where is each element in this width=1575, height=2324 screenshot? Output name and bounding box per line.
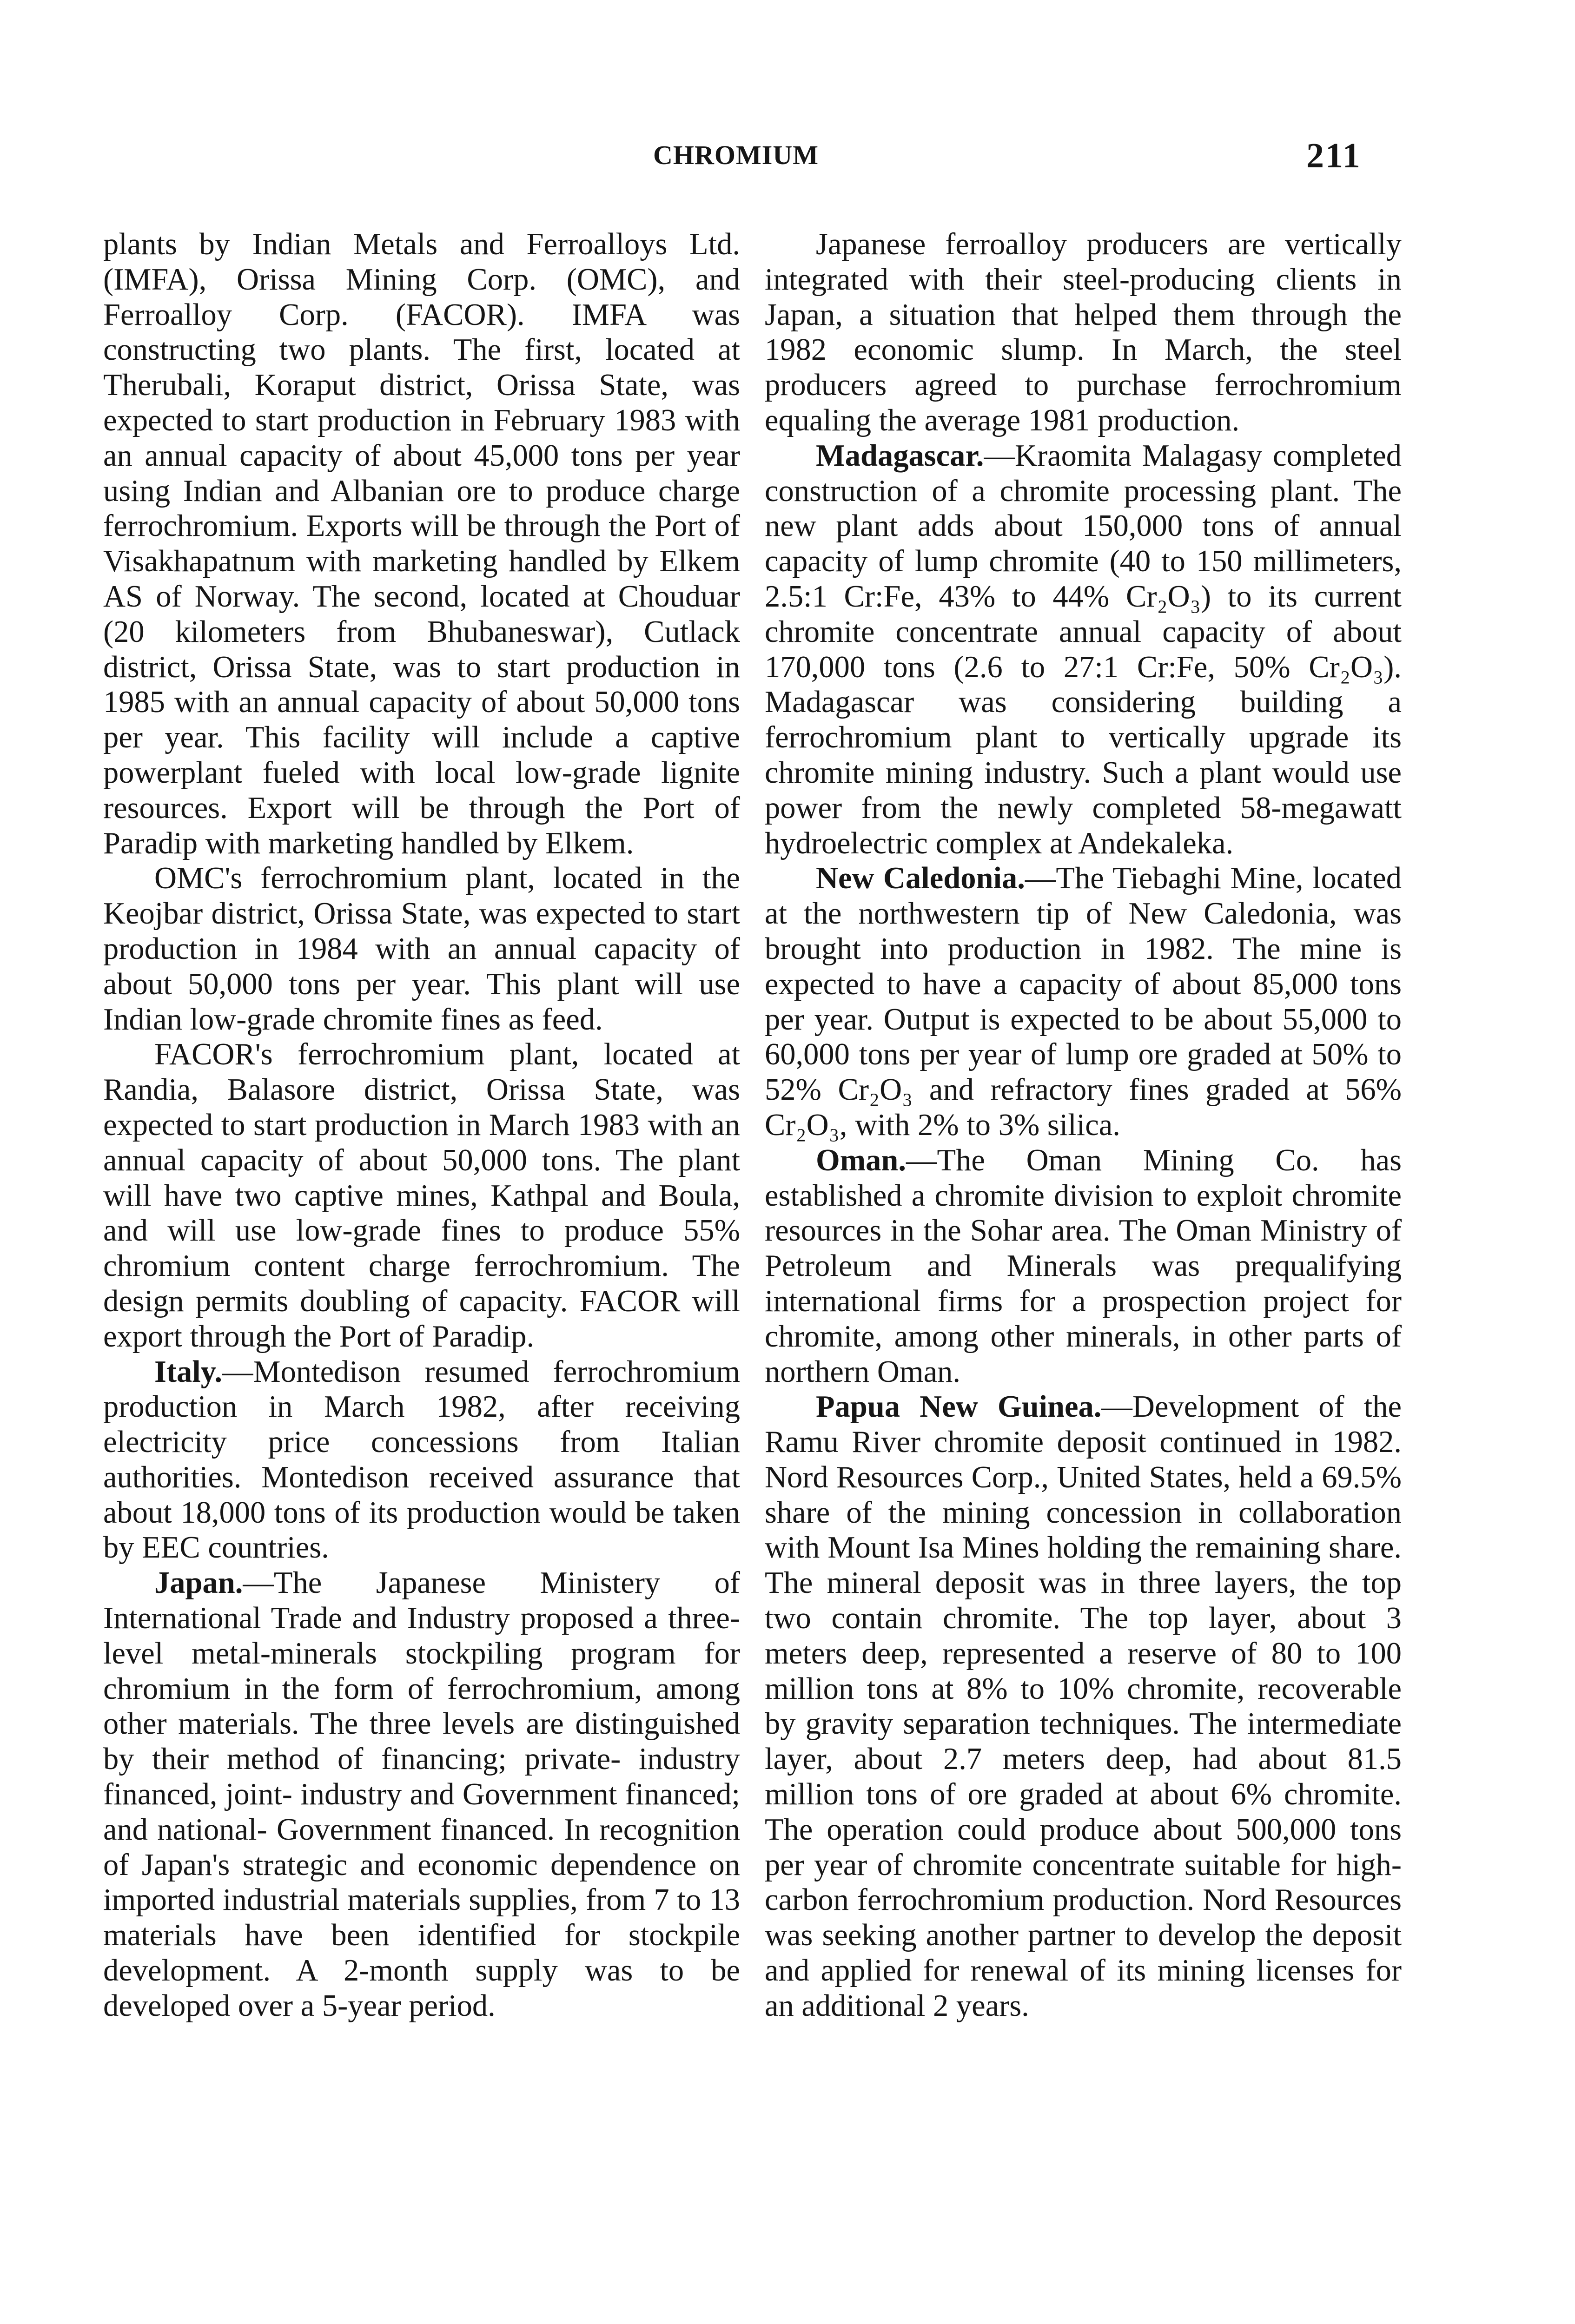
paragraph-india-facor: FACOR's ferrochromium plant, located at Randia, Balasore district, Orissa State, was expected to start production in March 1983 with an annual capacity of about 50,000 tons. The plant will have two captive mines, Kathpal and Boula, and will use low-grade fines to produce 55% chromium content charge ferrochromium. The design permits doubling of capacity. FACOR will export through the Port of Paradip.: [103, 1037, 740, 1353]
paragraph-italy-body: —Montedison resumed ferrochromium production in March 1982, after receiving electricity price concessions from Italian authorities. Montedison received assurance that about 18,000 tons of its production would be taken by EEC countries.: [103, 1354, 740, 1565]
country-heading-papua-new-guinea: Papua New Guinea.: [816, 1390, 1102, 1424]
paragraph-italy: [103, 1354, 740, 1566]
right-column: [765, 227, 1402, 2024]
paragraph-papua-new-guinea-body: —Development of the Ramu River chromite deposit continued in 1982. Nord Resources Corp., United States, held a 69.5% share of the mining concession in collaboration with Mount Isa Mines holding the remaining share. The mineral deposit was in three layers, the top two contain chromite. The top layer, about 3 meters deep, represented a reserve of 80 to 100 million tons at 8% to 10% chromite, recoverable by gravity separation techniques. The intermediate layer, about 2.7 meters deep, had about 81.5 million tons of ore graded at about 6% chromite. The operation could produce about 500,000 tons per year of chromite concentrate suitable for high-carbon ferrochromium production. Nord Resources was seeking another partner to develop the deposit and applied for renewal of its mining licenses for an additional 2 years.: [765, 1390, 1402, 2023]
paragraph-india-imfa: plants by Indian Metals and Ferroalloys Ltd. (IMFA), Orissa Mining Corp. (OMC), and Ferroalloy Corp. (FACOR). IMFA was constructing two plants. The first, located at Therubali, Koraput district, Orissa State, was expected to start production in February 1983 with an annual capacity of about 45,000 tons per year using Indian and Albanian ore to produce charge ferrochromium. Exports will be through the Port of Visakhapatnum with marketing handled by Elkem AS of Norway. The second, located at Chouduar (20 kilometers from Bhubaneswar), Cutlack district, Orissa State, was to start production in 1985 with an annual capacity of about 50,000 tons per year. This facility will include a captive powerplant fueled with local low-grade lignite resources. Export will be through the Port of Paradip with marketing handled by Elkem.: [103, 227, 740, 860]
page-header-title: CHROMIUM: [653, 140, 819, 170]
left-column: [103, 227, 740, 2024]
country-heading-italy: Italy.: [154, 1354, 222, 1389]
country-heading-madagascar: Madagascar.: [816, 438, 984, 473]
page-number: 211: [1306, 136, 1362, 175]
paragraph-india-omc: OMC's ferrochromium plant, located in the Keojbar district, Orissa State, was expected to start production in 1984 with an annual capacity of about 50,000 tons per year. This plant will use Indian low-grade chromite fines as feed.: [103, 861, 740, 1037]
paragraph-oman: [765, 1143, 1402, 1390]
country-heading-japan: Japan.: [154, 1566, 243, 1600]
country-heading-new-caledonia: New Caledonia.: [816, 861, 1025, 896]
paragraph-japan: [103, 1565, 740, 2023]
paragraph-oman-body: —The Oman Mining Co. has established a chromite division to exploit chromite resources in the Sohar area. The Oman Ministry of Petroleum and Minerals was prequalifying international firms for a prospection project for chromite, among other minerals, in other parts of northern Oman.: [765, 1143, 1402, 1389]
paragraph-madagascar: [765, 438, 1402, 861]
paragraph-new-caledonia: [765, 861, 1402, 1142]
paragraph-japan-body: —The Japanese Ministery of International Trade and Industry proposed a three-level metal-minerals stockpiling program for chromium in the form of ferrochromium, among other materials. The three levels are distinguished by their method of financing; private- industry financed, joint- industry and Government financed; and national- Government financed. In recognition of Japan's strategic and economic dependence on imported industrial materials supplies, from 7 to 13 materials have been identified for stockpile development. A 2-month supply was to be developed over a 5-year period.: [103, 1566, 740, 2023]
paragraph-japan-continued: Japanese ferroalloy producers are vertically integrated with their steel-producing clients in Japan, a situation that helped them through the 1982 economic slump. In March, the steel producers agreed to purchase ferrochromium equaling the average 1981 production.: [765, 227, 1402, 437]
paragraph-madagascar-body: —Kraomita Malagasy completed construction of a chromite processing plant. The new plant adds about 150,000 tons of annual capacity of lump chromite (40 to 150 millimeters, 2.5:1 Cr:Fe, 43% to 44% Cr₂O₃) to its current chromite concentrate annual capacity of about 170,000 tons (2.6 to 27:1 Cr:Fe, 50% Cr₂O₃). Madagascar was considering building a ferrochromium plant to vertically upgrade its chromite mining industry. Such a plant would use power from the newly completed 58-megawatt hydroelectric complex at Andekaleka.: [765, 438, 1402, 860]
paragraph-papua-new-guinea: [765, 1389, 1402, 2023]
country-heading-oman: Oman.: [816, 1143, 906, 1177]
paragraph-new-caledonia-body: —The Tiebaghi Mine, located at the northwestern tip of New Caledonia, was brought into production in 1982. The mine is expected to have a capacity of about 85,000 tons per year. Output is expected to be about 55,000 to 60,000 tons per year of lump ore graded at 50% to 52% Cr₂O₃ and refractory fines graded at 56% Cr₂O₃, with 2% to 3% silica.: [765, 861, 1402, 1142]
